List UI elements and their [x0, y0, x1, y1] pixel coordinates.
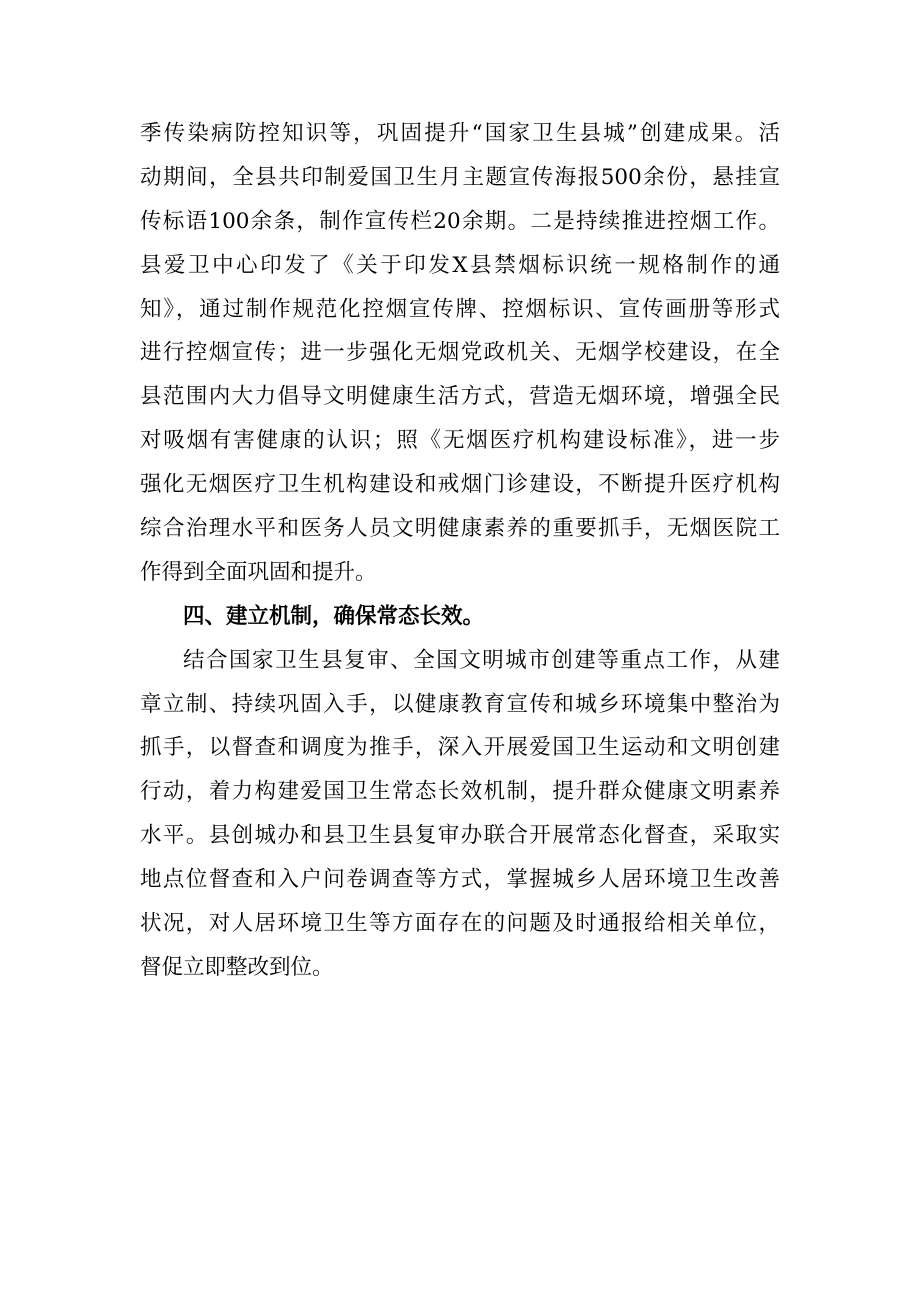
text-line: 水平。县创城办和县卫生县复审办联合开展常态化督查，采取实: [140, 823, 780, 849]
text-line: 作得到全面巩固和提升。: [140, 559, 377, 585]
text-line: 督促立即整改到位。: [140, 954, 334, 980]
paragraph-tobacco-control: [140, 112, 780, 595]
text-line: 动期间，全县共印制爱国卫生月主题宣传海报500余份，悬挂宣: [140, 164, 780, 190]
text-line: 传标语100余条，制作宣传栏20余期。二是持续推进控烟工作。: [140, 208, 780, 234]
text-line: 结合国家卫生县复审、全国文明城市创建等重点工作，从建: [183, 647, 780, 673]
text-line: 抓手，以督查和调度为推手，深入开展爱国卫生运动和文明创建: [140, 735, 780, 761]
text-line: 综合治理水平和医务人员文明健康素养的重要抓手，无烟医院工: [140, 516, 780, 542]
text-line: 进行控烟宣传；进一步强化无烟党政机关、无烟学校建设，在全: [140, 340, 780, 366]
text-line: 对吸烟有害健康的认识；照《无烟医疗机构建设标准》，进一步: [140, 428, 780, 454]
text-line: 县范围内大力倡导文明健康生活方式，营造无烟环境，增强全民: [140, 384, 780, 410]
section-heading: 四、建立机制，确保常态长效。: [183, 603, 485, 629]
text-line: 地点位督查和入户问卷调查等方式，掌握城乡人居环境卫生改善: [140, 867, 780, 893]
text-line: 强化无烟医疗卫生机构建设和戒烟门诊建设，不断提升医疗机构: [140, 472, 780, 498]
text-line: 季传染病防控知识等，巩固提升“国家卫生县城”创建成果。活: [140, 121, 780, 146]
text-line: 知》，通过制作规范化控烟宣传牌、控烟标识、宣传画册等形式: [140, 296, 780, 322]
paragraph-mechanism: [140, 639, 780, 990]
document-body: [140, 112, 780, 990]
text-line: 县爱卫中心印发了《关于印发X县禁烟标识统一规格制作的通: [140, 252, 780, 278]
text-line: 行动，着力构建爱国卫生常态长效机制，提升群众健康文明素养: [140, 779, 780, 805]
text-line: 章立制、持续巩固入手，以健康教育宣传和城乡环境集中整治为: [140, 691, 780, 717]
text-line: 状况，对人居环境卫生等方面存在的问题及时通报给相关单位，: [140, 911, 780, 937]
